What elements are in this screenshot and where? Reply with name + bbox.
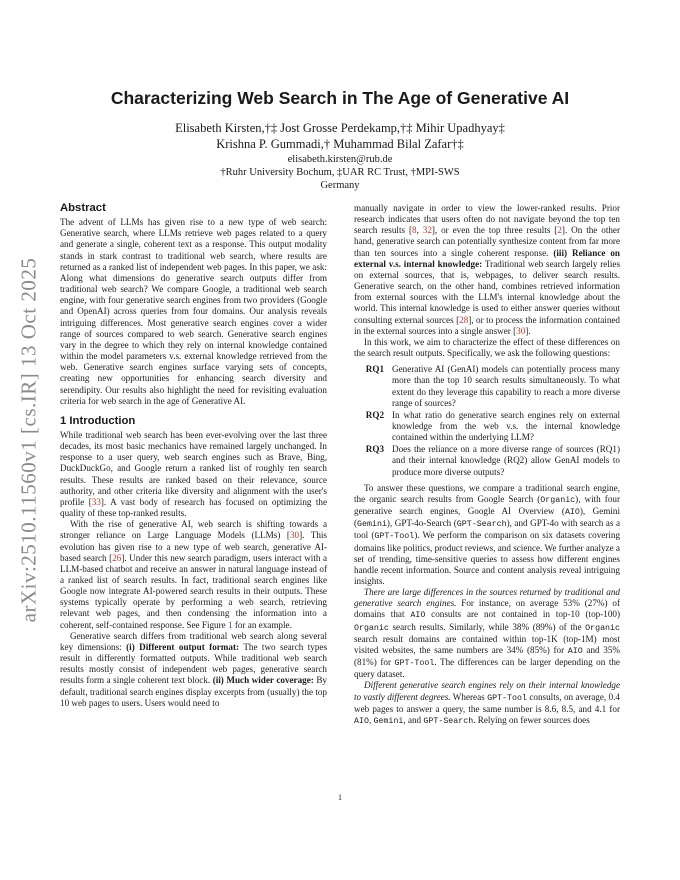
author-email: elisabeth.kirsten@rub.de [287,154,393,165]
citation-link[interactable]: 8 [412,225,417,236]
citation-link[interactable]: 30 [516,325,526,336]
abstract-heading: Abstract [60,202,106,214]
right-paragraph-3: To answer these questions, we compare a traditional search engine, the organic search results from Google Search (Organic), with four generative search engines, Google AI Overview (AIO), Gemini (Gemini), GPT-4o-Search (GPT-Search), and GPT-4o with search as a tool (GPT-Tool). We perform the comparison on six datasets covering domains like politics, product reviews, and science. We further analyze a set of trending, time-sensitive queries to assess how different engines handle recent information. Source and content analysis reveal intriguing insights. [354,482,621,586]
right-paragraph-4: There are large differences in the sources returned by traditional and generative search engines. For instance, on average 53% (27%) of domains that AIO consults are not contained in top-10 (top-100) Organic search results. Similarly, while 38% (89%) of the Organic search result domains are contained within top-1K (top-1M) most visited websites, the same numbers are 34% (85%) for AIO and 35% (81%) for GPT-Tool. The differences can be larger depending on the query dataset. [354,587,620,680]
country: Germany [320,180,360,191]
citation-link[interactable]: 30 [289,530,300,541]
citation-link[interactable]: 28 [459,314,469,325]
research-question-2: RQ2 In what ratio do generative search engines rely on external knowledge from the web v.s. the internal knowledge contained within the underlying LLM? [365,409,620,443]
citation-link[interactable]: 26 [112,552,122,563]
citation-link[interactable]: 32 [422,225,432,236]
figure-reference-link[interactable]: 1 [228,619,233,630]
right-paragraph-2: In this work, we aim to characterize the effect of these differences on the search result outputs. Specifically, we ask the following questions: [354,336,620,359]
research-question-1: RQ1 Generative AI (GenAI) models can potentially process many more than the top 10 search results simultaneously. To what extent do they leverage this capability to reach a more diverse range of sources? [365,364,620,408]
research-questions-list [354,364,620,478]
affiliations: †Ruhr University Bochum, ‡UAR RC Trust, †MPI-SWS [220,167,460,178]
introduction-heading: 1 Introduction [60,414,136,427]
intro-paragraph-1: While traditional web search has been ever-evolving over the last three decades, its most basic mechanics have remained largely unchanged. In response to a user query, web search engines such as Brave, Bing, DuckDuckGo, and Google return a ranked list of roughly ten search results. These results are ranked based on their relevance, source authority, and other criteria like diversity and alignment with the user's profile [33]. A vast body of research has focused on optimizing the quality of these top-ranked results. [60,429,327,519]
abstract-text: The advent of LLMs has given rise to a new type of web search: Generative search, where LLMs retrieve web pages related to a query and generate a single, coherent text as a response. This output modality stands in stark contrast to traditional web search, where results are returned as a ranked list of independent web pages. In this paper, we ask: Along what dimensions do generative search outputs differ from traditional web search? We compare Google, a traditional web search engine, with four generative search engines from two providers (Google and OpenAI) across queries from four domains. Our analysis reveals intriguing differences. Most generative search engines cover a wider range of sources compared to web search. Generative search engines vary in the degree to which they rely on internal knowledge contained within the model parameters v.s. external knowledge retrieved from the web. Generative search engines surface varying sets of concepts, creating new opportunities for enhancing search diversity and serendipity. Our results also highlight the need for revisiting evaluation criteria for web search in the age of Generative AI. [60,217,327,406]
intro-paragraph-2: With the rise of generative AI, web search is shifting towards a stronger reliance on Large Language Models (LLMs) [30]. This evolution has given rise to a new type of web search, generative AI-based search [26]. Under this new search paradigm, users interact with a LLM-based chatbot and receive an answer in natural language instead of a ranked list of search results. In fact, traditional search engines like Google now integrate AI-powered search results in their outputs. These systems typically operate by performing a web search, retrieving relevant web pages, and then condensing the information into a coherent, self-contained response. See Figure 1 for an example. [60,519,328,630]
citation-link[interactable]: 33 [91,496,101,507]
paper-title: Characterizing Web Search in The Age of Generative AI [110,88,570,108]
right-column [354,203,620,727]
citation-link[interactable]: 2 [557,225,562,236]
arxiv-sidebar-stamp: arXiv:2510.11560v1 [cs.IR] 13 Oct 2025 [16,257,41,623]
research-question-3: RQ3 Does the reliance on a more diverse range of sources (RQ1) and their internal knowledge (RQ2) allow GenAI models to produce more diverse outputs? [365,444,620,477]
authors-line-2: Krishna P. Gummadi,† Muhammad Bilal Zafar†‡ [216,137,464,151]
left-column [60,203,327,709]
page-number: 1 [338,793,342,802]
right-paragraph-5: Different generative search engines rely on their internal knowledge to vastly different degrees. Whereas GPT-Tool consults, on average, 0.4 web pages to answer a query, the same number is 8.6, 8.5, and 4.1 for AIO, Gemini, and GPT-Search. Relying on fewer sources does [354,680,620,726]
authors-line-1: Elisabeth Kirsten,†‡ Jost Grosse Perdekamp,†‡ Mihir Upadhyay‡ [175,121,505,135]
intro-paragraph-3: Generative search differs from traditional web search along several key dimensions: (i) Different output format: The two search types result in differently formatted outputs. While traditional web search results mostly consist of independent web pages, generative search results form a single coherent text block. (ii) Much wider coverage: By default, traditional search engines display excerpts from (usually) the top 10 web pages to users. Users would need to [60,630,328,708]
right-paragraph-1: manually navigate in order to view the lower-ranked results. Prior research indicates that users often do not navigate beyond the top ten search results [8, 32], or even the top three results [2]. On the other hand, generative search can potentially synthesize content from far more than ten sources into a single coherent response. (iii) Reliance on external v.s. internal knowledge: Traditional web search largely relies on external sources, that is, webpages, to deliver search results. Generative search, on the other hand, combines retrieved information from external sources with the LLM's internal knowledge about the world. This internal knowledge is used to either answer queries without consulting external sources [28], or to process the information contained in the external sources into a single answer [30]. [354,203,621,336]
